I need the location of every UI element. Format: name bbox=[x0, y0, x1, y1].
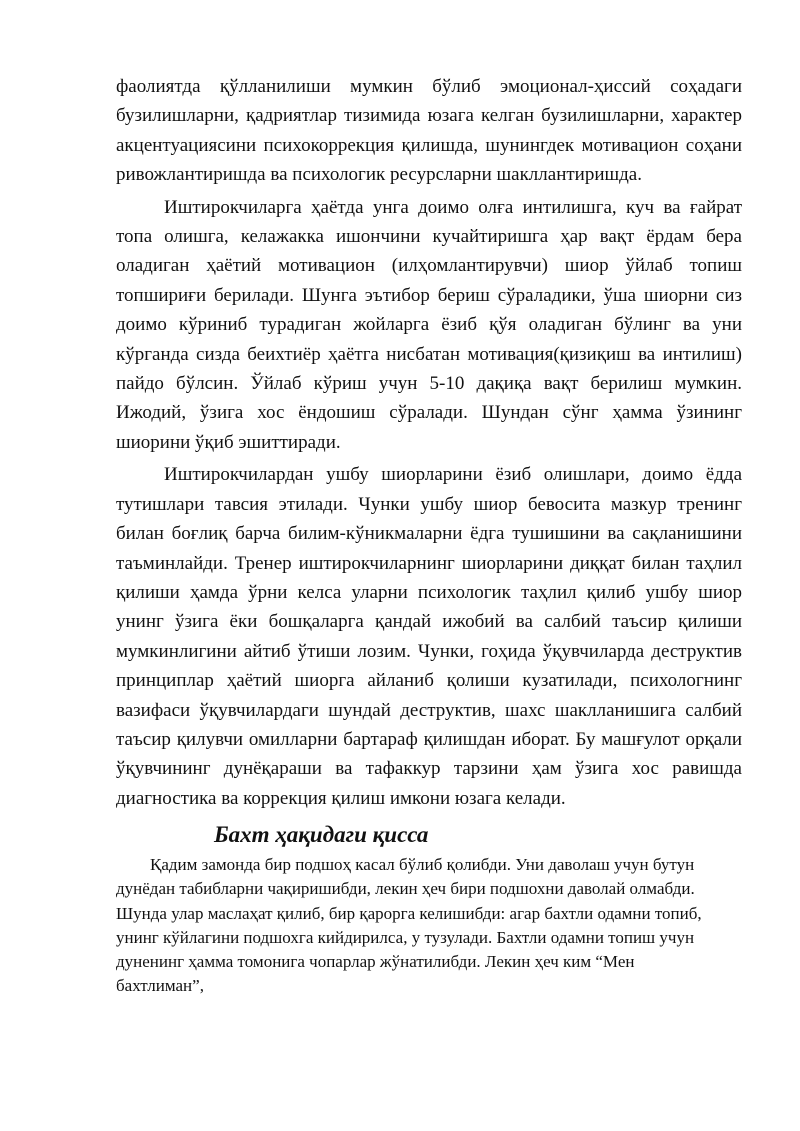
paragraph-motivation-slogan: Иштирокчиларга ҳаётда унга доимо олға интилишга, куч ва ғайрат топа олишга, келажакка ишончини кучайтиришга ҳар вақт ёрдам бера оладиган ҳаётий мотивацион (илҳомлантирувчи) шиор ўйлаб топиш топшириғи берилади. Шунга эътибор бериш сўраладики, ўша шиорни сиз доимо кўриниб турадиган жойларга ёзиб қўя оладиган бўлинг ва уни кўрганда сизда беихтиёр ҳаётга нисбатан мотивация(қизиқиш ва интилиш) пайдо бўлсин. Ўйлаб кўриш учун 5-10 дақиқа вақт берилиш мумкин. Ижодий, ўзига хос ёндошиш сўралади. Шундан сўнг ҳамма ўзининг шиорини ўқиб эшиттиради. bbox=[116, 196, 742, 453]
document-page bbox=[116, 72, 742, 998]
paragraph-continuation: фаолиятда қўлланилиши мумкин бўлиб эмоционал-ҳиссий соҳадаги бузилишларни, қадриятлар тизимида юзага келган бузилишларни, характер акцентуациясини психокоррекция қилишда, шунингдек мотивацион соҳани ривожлантиришда ва психологик ресурсларни шакллантиришда. bbox=[116, 76, 742, 186]
section-heading: Бахт ҳақидаги қисса bbox=[214, 822, 429, 848]
story-paragraph: Қадим замонда бир подшоҳ касал бўлиб қолибди. Уни даволаш учун бутун дунёдан табибларни чақиришибди, лекин ҳеч бири подшохни даволай олмабди. Шунда улар маслаҳат қилиб, бир қарорга келишибди: агар бахтли одамни топиб, унинг кўйлагини подшохга кийдирилса, у тузулади. Бахтли одамни топиш учун дуненинг ҳамма томонига чопарлар жўнатилибди. Лекин ҳеч ким “Мен бахтлиман”, bbox=[116, 855, 702, 996]
paragraph-slogan-analysis: Иштирокчилардан ушбу шиорларини ёзиб олишлари, доимо ёдда тутишлари тавсия этилади. Чунки ушбу шиор бевосита мазкур тренинг билан боғлиқ барча билим-кўникмаларни ёдга тушишини ва сақланишини таъминлайди. Тренер иштирокчиларнинг шиорларини диққат билан таҳлил қилиши ҳамда ўрни келса уларни психологик таҳлил қилиб ушбу шиор унинг ўзига ёки бошқаларга қандай ижобий ва салбий таъсир қилиши мумкинлигини айтиб ўтиши лозим. Чунки, гоҳида ўқувчиларда деструктив принциплар ҳаётий шиорга айланиб қолиши кузатилади, психологнинг вазифаси ўқувчилардаги шундай деструктив, шахс шаклланишига салбий таъсир қилувчи омилларни бартараф қилишдан иборат. Бу машғулот орқали ўқувчининг дунёқараши ва тафаккур тарзини ҳам ўзига хос равишда диагностика ва коррекция қилиш имкони юзага келади. bbox=[116, 464, 742, 809]
